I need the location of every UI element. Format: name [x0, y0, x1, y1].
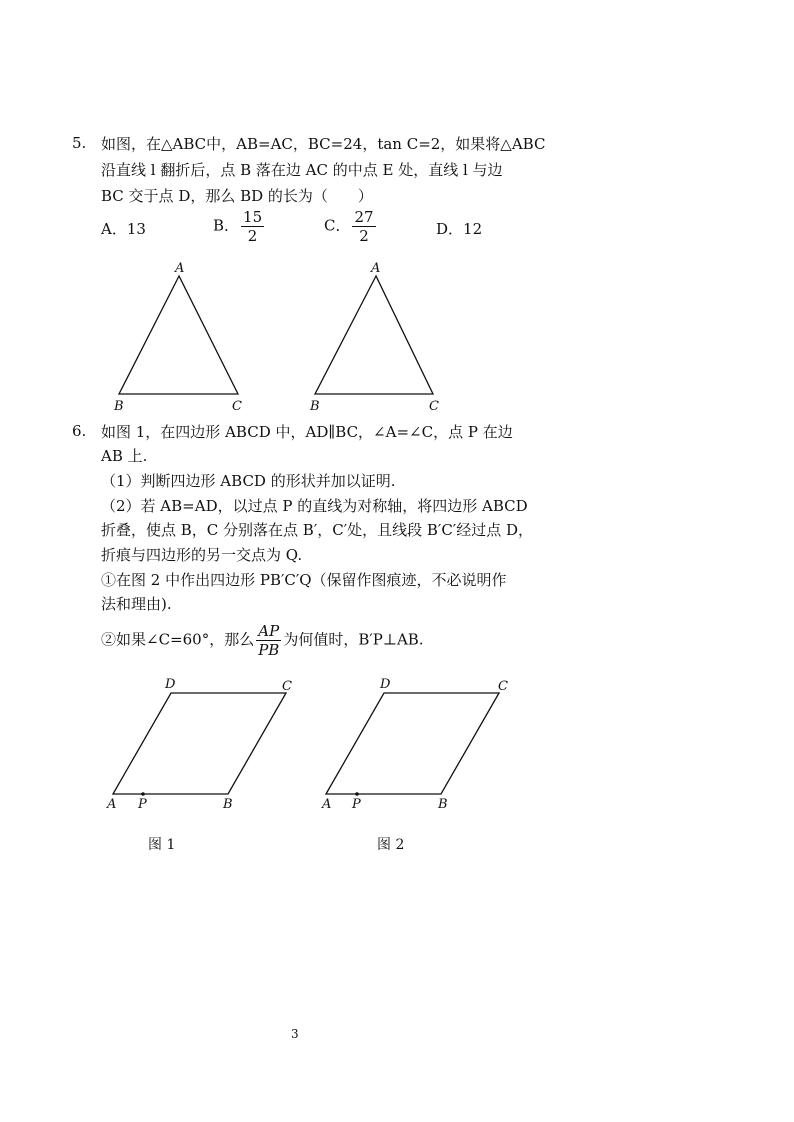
q5-triangle-right — [309, 261, 439, 414]
q6-number: 6. — [72, 422, 87, 440]
vertex-label-c: C — [429, 399, 439, 414]
vertex-label-c: C — [232, 399, 242, 414]
vertex-label-c: C — [282, 679, 292, 694]
q5-number: 5. — [72, 134, 87, 152]
q5-triangle-left — [113, 261, 242, 414]
q5-option-c — [324, 208, 378, 245]
q5-line-3: BC 交于点 D，那么 BD 的长为（ ） — [101, 187, 373, 205]
q6-line-8: 法和理由). — [101, 595, 172, 613]
vertex-label-a: A — [107, 797, 117, 812]
fraction-numerator: 27 — [354, 208, 374, 226]
q5-option-d: D．12 — [436, 220, 483, 238]
q5-line-2: 沿直线 l 翻折后，点 B 落在边 AC 的中点 E 处，直线 l 与边 — [101, 161, 503, 179]
fraction-numerator: 15 — [243, 208, 263, 226]
q6-figures — [100, 670, 520, 820]
q6-line-1: 如图 1，在四边形 ABCD 中，AD∥BC，∠A=∠C，点 P 在边 — [101, 423, 513, 441]
fraction-numerator: AP — [256, 622, 281, 641]
parallelogram-shape — [326, 693, 499, 794]
q5-option-c-prefix: C． — [324, 216, 351, 235]
q6-line-6: 折痕与四边形的另一交点为 Q. — [101, 546, 303, 564]
vertex-label-b: B — [310, 399, 320, 414]
vertex-label-d: D — [165, 677, 176, 692]
vertex-label-a: A — [322, 797, 332, 812]
q5-option-a: A．13 — [101, 220, 146, 238]
q6-ratio-fraction — [256, 622, 281, 659]
q6-line-9 — [101, 622, 424, 659]
vertex-label-a: A — [371, 261, 381, 276]
fraction-denominator: 2 — [247, 227, 258, 245]
q6-figure-2 — [321, 677, 508, 812]
q6-line-3: （1）判断四边形 ABCD 的形状并加以证明. — [101, 472, 396, 490]
q6-line-7: ①在图 2 中作出四边形 PB′C′Q（保留作图痕迹，不必说明作 — [101, 571, 507, 589]
vertex-label-b: B — [223, 797, 233, 812]
page-number: 3 — [291, 1027, 299, 1041]
triangle-shape — [119, 276, 238, 394]
point-label-p: P — [138, 797, 147, 812]
q6-line-2: AB 上. — [101, 447, 148, 465]
q5-option-b-prefix: B． — [213, 216, 240, 235]
parallelogram-shape — [113, 693, 286, 794]
q6-line-9-prefix: ②如果∠C=60°，那么 — [101, 630, 255, 649]
vertex-label-b: B — [114, 399, 124, 414]
q6-figure-1 — [106, 677, 292, 812]
vertex-label-d: D — [380, 677, 391, 692]
fraction-denominator: PB — [258, 641, 280, 659]
q5-option-c-fraction — [352, 208, 375, 245]
vertex-label-c: C — [498, 679, 508, 694]
vertex-label-b: B — [438, 797, 448, 812]
q6-line-9-suffix: 为何值时，B′P⊥AB. — [283, 630, 424, 649]
point-p-dot — [141, 792, 145, 796]
fig2-caption: 图 2 — [377, 837, 405, 853]
q5-line-1: 如图，在△ABC中，AB=AC，BC=24，tan C=2，如果将△ABC — [101, 135, 546, 153]
q5-option-b-fraction — [241, 208, 264, 245]
fig1-caption: 图 1 — [148, 837, 176, 853]
q5-figures — [100, 255, 460, 415]
q5-option-b — [213, 208, 266, 245]
vertex-label-a: A — [175, 261, 185, 276]
fraction-denominator: 2 — [359, 227, 369, 245]
triangle-shape — [315, 276, 433, 394]
point-p-dot — [355, 792, 359, 796]
q6-line-5: 折叠，使点 B，C 分别落在点 B′，C′处，且线段 B′C′经过点 D， — [101, 521, 533, 539]
q6-line-4: （2）若 AB=AD，以过点 P 的直线为对称轴，将四边形 ABCD — [101, 497, 528, 515]
point-label-p: P — [352, 797, 361, 812]
